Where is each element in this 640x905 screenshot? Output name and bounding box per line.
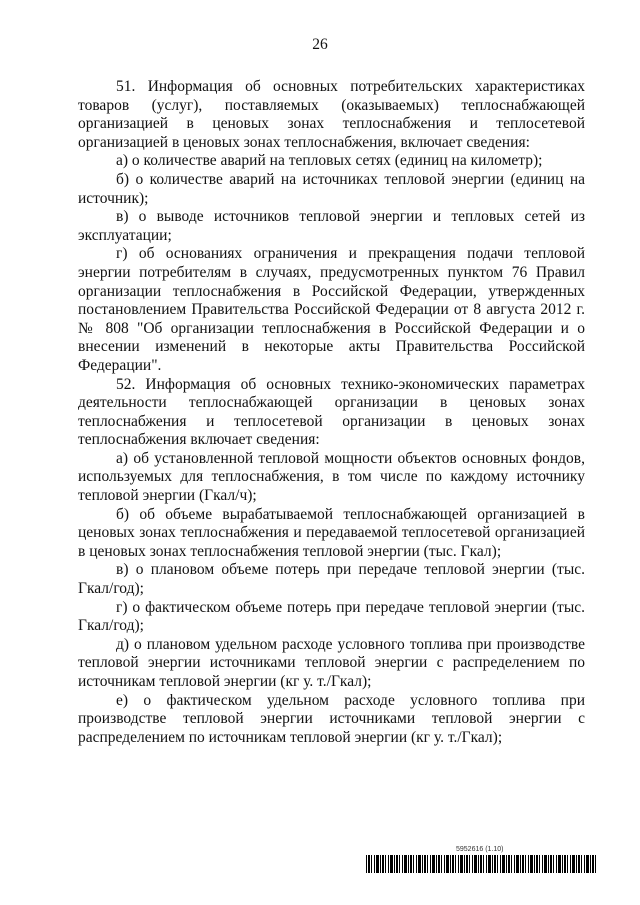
paragraph-52: 52. Информация об основных технико-экономических параметрах деятельности теплоснабжающей организации в ценовых зонах теплоснабжения и теплосетевой организации в ценовых зонах теплоснабжения включает сведения: [78, 375, 585, 449]
paragraph-51: 51. Информация об основных потребительских характеристиках товаров (услуг), поставляемых (оказываемых) теплоснабжающей организацией в ценовых зонах теплоснабжения и теплосетевой организацией в ценовых зонах теплоснабжения, включает сведения: [78, 78, 585, 151]
paragraph-51-a: а) о количестве аварий на тепловых сетях (единиц на километр); [116, 152, 543, 170]
paragraph-52-e: е) о фактическом удельном расходе условного топлива при производстве тепловой энергии источниками тепловой энергии с распределением по источникам тепловой энергии (кг у. т./Гкал); [78, 691, 585, 746]
paragraph-52-g: г) о фактическом объеме потерь при передаче тепловой энергии (тыс. Гкал/год); [78, 598, 585, 635]
barcode [366, 855, 596, 873]
paragraph-52-v: в) о плановом объеме потерь при передаче тепловой энергии (тыс. Гкал/год); [78, 561, 585, 598]
document-body [78, 78, 585, 747]
paragraph-52-a: а) об установленной тепловой мощности объектов основных фондов, используемых для теплоснабжения, в том числе по каждому источнику тепловой энергии (Гкал/ч); [78, 449, 585, 505]
paragraph-52-d: д) о плановом удельном расходе условного топлива при производстве тепловой энергии источниками тепловой энергии с распределением по источникам тепловой энергии (кг у. т./Гкал); [78, 635, 585, 690]
paragraph-52-b: б) об объеме вырабатываемой теплоснабжающей организацией в ценовых зонах теплоснабжения и передаваемой теплосетевой организацией в ценовых зонах теплоснабжения тепловой энергии (тыс. Гкал); [78, 505, 585, 560]
paragraph-51-g: г) об основаниях ограничения и прекращения подачи тепловой энергии потребителям в случаях, предусмотренных пунктом 76 Правил организации теплоснабжения в Российской Федерации, утвержденных постановлением Правительства Российской Федерации от 8 августа 2012 г. № 808 "Об организации теплоснабжения в Российской Федерации и о внесении изменений в некоторые акты Правительства Российской Федерации". [78, 245, 585, 374]
paragraph-51-b: б) о количестве аварий на источниках тепловой энергии (единиц на источник); [78, 170, 585, 207]
page-number: 26 [312, 36, 328, 53]
document-code: 5952616 (1.10) [456, 846, 504, 853]
paragraph-51-v: в) о выводе источников тепловой энергии и тепловых сетей из эксплуатации; [78, 208, 585, 244]
